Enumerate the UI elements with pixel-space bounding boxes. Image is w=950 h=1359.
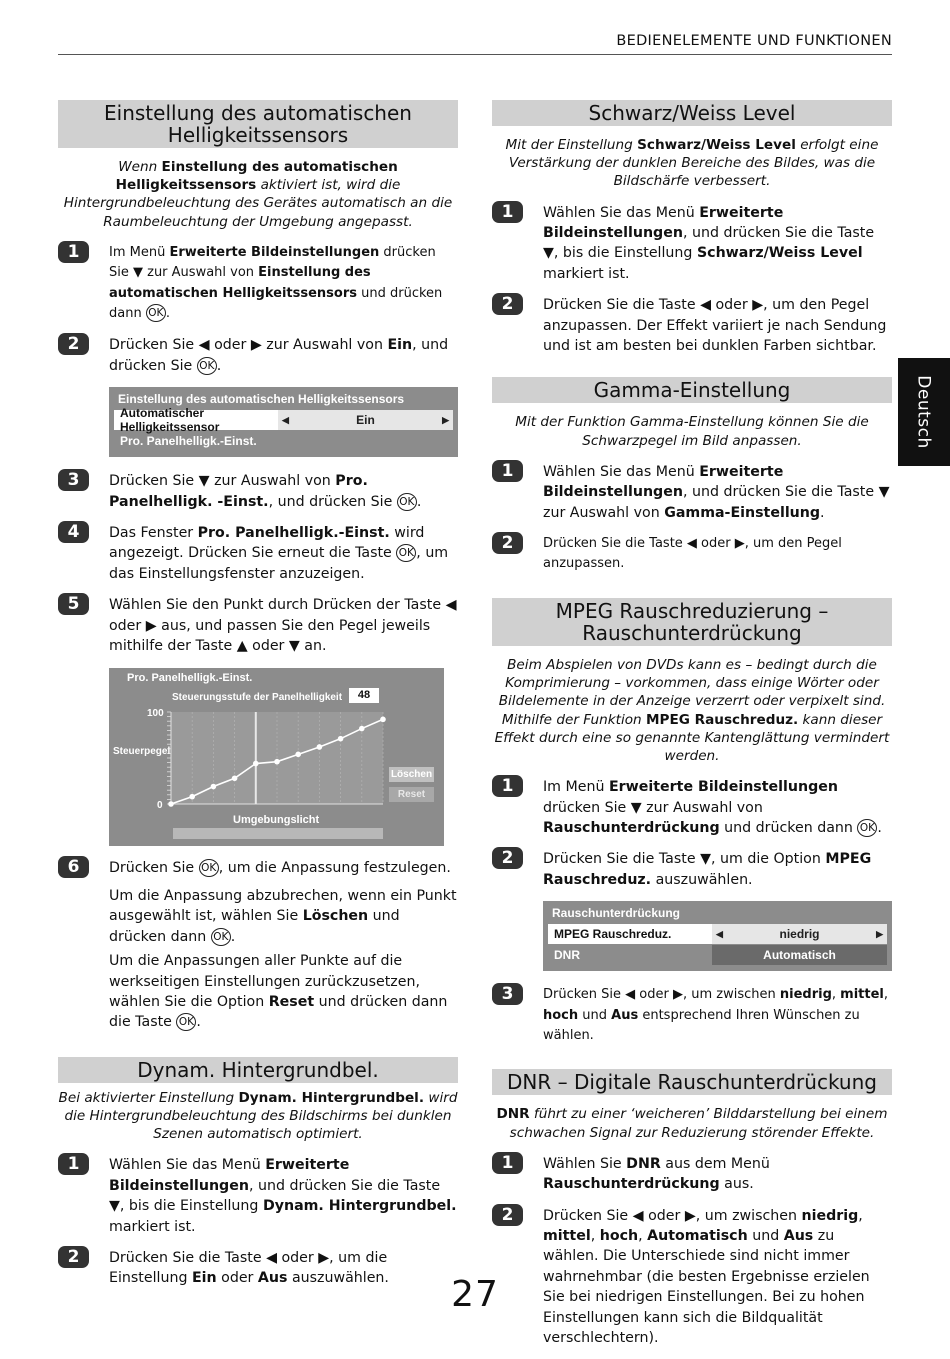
- menu-row-mpeg-noise[interactable]: [548, 924, 887, 944]
- curve-point: [317, 744, 323, 750]
- paragraph-cancel: Um die Anpassung abzubrechen, wenn ein Punkt ausgewählt ist, wählen Sie Löschen und drücken dann OK .: [109, 887, 457, 945]
- curve-point: [189, 793, 195, 799]
- curve-point: [380, 716, 386, 722]
- step-text: Das Fenster Pro. Panelhelligk.-Einst. wird angezeigt. Drücken Sie erneut die Taste OK , um das Einstellungsfenster anzuzeigen.: [109, 525, 449, 582]
- step-text: Wählen Sie das Menü Erweiterte Bildeinstellungen, und drücken Sie die Taste ▼, bis die Einstellung Dynam. Hintergrundbel. markiert ist.: [109, 1157, 457, 1235]
- step-number: 2: [492, 847, 523, 869]
- section-intro: Wenn Einstellung des automatischen Helligkeitssensors aktiviert ist, wird die Hintergrundbeleuchtung des Gerätes automatisch an die Raumbeleuchtung der Umgebung angepasst.: [63, 159, 453, 230]
- section-intro: Mit der Einstellung Schwarz/Weiss Level erfolgt eine Verstärkung der dunklen Bereiche des Bildes, was die Bildschärfe verbessert.: [505, 137, 879, 190]
- ok-button-icon: OK: [176, 1013, 196, 1031]
- step-4: [58, 523, 458, 584]
- step-number: 1: [492, 1152, 523, 1174]
- curve-point: [295, 751, 301, 757]
- section-title-dnr: DNR – Digitale Rauschunterdrückung: [492, 1069, 892, 1095]
- step-number: 1: [492, 775, 523, 797]
- section-intro: Mit der Funktion Gamma-Einstellung können Sie die Schwarzpegel im Bild anpassen.: [515, 414, 869, 449]
- step-number: 2: [492, 1204, 523, 1226]
- chart-subtitle: Steuerungsstufe der Panelhelligkeit: [172, 691, 343, 703]
- step-3: [492, 985, 892, 1046]
- step-text: Drücken Sie ◀ oder ▶, um zwischen niedrig, mittel, hoch, Automatisch und Aus zu wählen. Die Unterschiede sind nicht immer wahrnehmbar (die besten Ergebnisse erzielen Sie bei niedrigen Einstellungen. Bei zu hohen Einstellungen kann sich die Bildqualität verschlechtern).: [543, 1207, 870, 1347]
- step-text: Drücken Sie die Taste ◀ oder ▶, um den Pegel anzupassen.: [543, 536, 842, 572]
- ok-button-icon: OK: [211, 928, 231, 946]
- ok-button-icon: OK: [197, 357, 217, 375]
- step-text: Wählen Sie den Punkt durch Drücken der Taste ◀ oder ▶ aus, und passen Sie den Pegel jeweils mithilfe der Taste ▲ oder ▼ an.: [109, 597, 457, 655]
- curve-point: [232, 775, 238, 781]
- language-tab-label: Deutsch: [914, 375, 934, 449]
- menu-row-label: Pro. Panelhelligk.-Einst.: [120, 434, 257, 449]
- curve-point: [274, 758, 280, 764]
- page-header: BEDIENELEMENTE UND FUNKTIONEN: [616, 33, 892, 49]
- section-title-black-white-level: Schwarz/Weiss Level: [492, 100, 892, 126]
- step-text: Drücken Sie die Taste ▼, um die Option MPEG Rauschreduz. auszuwählen.: [543, 851, 872, 888]
- step-1: [492, 462, 892, 523]
- step-number: 6: [58, 856, 89, 878]
- step-text: Drücken Sie ▼ zur Auswahl von Pro. Panelhelligk. -Einst., und drücken Sie OK .: [109, 473, 422, 510]
- section-title-line: Einstellung des automatischen: [104, 101, 412, 125]
- menu-row-label: Automatischer Helligkeitssensor: [114, 410, 278, 430]
- section-intro: DNR führt zu einer ‘weicheren’ Bilddarstellung bei einem schwachen Signal zur Reduzierung störender Effekte.: [496, 1106, 888, 1141]
- step-2: [492, 534, 892, 575]
- step-3: [58, 471, 458, 512]
- step-text: Drücken Sie die Taste ◀ oder ▶, um die Einstellung Ein oder Aus auszuwählen.: [109, 1249, 389, 1287]
- step-number: 5: [58, 593, 89, 615]
- step-number: 4: [58, 521, 89, 543]
- curve-point: [253, 760, 259, 766]
- chart-scrollbar: [173, 828, 383, 839]
- ok-button-icon: OK: [857, 819, 877, 837]
- step-6: [58, 858, 458, 878]
- ok-button-icon: OK: [397, 493, 417, 511]
- step-1: [58, 243, 458, 325]
- paragraph-reset: Um die Anpassungen aller Punkte auf die werkseitigen Einstellungen zurückzusetzen, wählen Sie die Option Reset und drücken dann die Taste OK .: [109, 953, 448, 1031]
- arrow-left-icon: ◀: [282, 414, 289, 425]
- step-number: 2: [492, 293, 523, 315]
- curve-point: [338, 735, 344, 741]
- menu-row-value[interactable]: ◀ niedrig ▶: [712, 924, 887, 944]
- menu-title: Rauschunterdrückung: [552, 906, 681, 921]
- section-title-line: MPEG Rauschreduzierung –: [555, 598, 829, 623]
- menu-row-panel-brightness[interactable]: [114, 431, 453, 451]
- left-column: [58, 100, 458, 1300]
- step-text: Drücken Sie OK , um die Anpassung festzulegen.: [109, 859, 451, 876]
- ok-button-icon: OK: [396, 544, 416, 562]
- page-number: 27: [451, 1274, 499, 1315]
- section-intro: Bei aktivierter Einstellung Dynam. Hintergrundbel. wird die Hintergrundbeleuchtung des Bildschirms bei dunklen Szenen automatisch optimiert.: [58, 1089, 458, 1143]
- menu-title: Einstellung des automatischen Helligkeitssensors: [118, 392, 405, 407]
- panel-brightness-chart: [109, 668, 444, 846]
- chart-current-value: 48: [349, 688, 379, 703]
- step-1: [492, 1154, 892, 1195]
- section-title-dynamic-backlight: Dynam. Hintergrundbel.: [58, 1057, 458, 1083]
- menu-row-value[interactable]: ◀ Ein ▶: [278, 410, 453, 430]
- ok-button-icon: OK: [199, 859, 219, 877]
- section-title-gamma: Gamma-Einstellung: [492, 377, 892, 403]
- delete-button[interactable]: Löschen: [390, 768, 433, 780]
- arrow-right-icon: ▶: [876, 928, 883, 939]
- curve-point: [168, 801, 174, 807]
- step-text: Drücken Sie die Taste ◀ oder ▶, um den Pegel anzupassen. Der Effekt variiert je nach Sendung und ist am besten bei dunklen Farben sichtbar.: [543, 297, 887, 355]
- section-title-line: Rauschunterdrückung: [582, 620, 802, 645]
- step-2: [58, 335, 458, 376]
- menu-row-auto-sensor[interactable]: [114, 406, 453, 435]
- menu-row-label: MPEG Rauschreduz.: [548, 924, 712, 944]
- section-title-line: Helligkeitssensors: [167, 123, 349, 147]
- curve-point: [359, 725, 365, 731]
- step-1: [492, 777, 892, 838]
- curve-point: [211, 783, 217, 789]
- step-number: 1: [58, 241, 89, 263]
- step-text: Wählen Sie das Menü Erweiterte Bildeinstellungen, und drücken Sie die Taste ▼ zur Auswahl von Gamma-Einstellung.: [543, 463, 890, 521]
- step-text: Wählen Sie das Menü Erweiterte Bildeinstellungen, und drücken Sie die Taste ▼, bis die Einstellung Schwarz/Weiss Level markiert ist.: [543, 204, 875, 282]
- step-text: Im Menü Erweiterte Bildeinstellungen drücken Sie ▼ zur Auswahl von Einstellung des automatischen Helligkeitssensors und drücken dann OK .: [109, 244, 443, 322]
- menu-row-label: DNR: [554, 948, 580, 963]
- section-title-brightness-sensor: [58, 100, 458, 148]
- chart-xlabel: Umgebungslicht: [233, 813, 320, 826]
- arrow-right-icon: ▶: [442, 414, 449, 425]
- step-2: [492, 849, 892, 890]
- chart-ytick-100: 100: [147, 707, 164, 719]
- chart-ylabel: Steuerpegel: [113, 745, 171, 757]
- language-tab: [898, 358, 950, 466]
- ok-button-icon: OK: [146, 304, 166, 322]
- arrow-left-icon: ◀: [716, 928, 723, 939]
- step-number: 1: [492, 460, 523, 482]
- right-column: [492, 100, 892, 1359]
- menu-brightness-sensor: [109, 387, 458, 457]
- header-rule: [58, 54, 892, 55]
- chart-ytick-0: 0: [157, 799, 163, 811]
- step-1: [492, 203, 892, 285]
- step-text: Wählen Sie DNR aus dem Menü Rauschunterdrückung aus.: [543, 1155, 770, 1193]
- menu-noise-reduction: [543, 901, 892, 971]
- step-text: Im Menü Erweiterte Bildeinstellungen drücken Sie ▼ zur Auswahl von Rauschunterdrückung und drücken dann OK .: [543, 779, 882, 836]
- section-intro: Beim Abspielen von DVDs kann es – bedingt durch die Komprimierung – vorkommen, dass einige Wörter oder Bildelemente in der Anzeige verzerrt oder verpixelt sind. Mithilfe der Funktion MPEG Rauschreduz. kann dieser Effekt durch eine so genannte Kantenglättung vermindert werden.: [494, 656, 890, 764]
- step-number: 3: [492, 983, 523, 1005]
- step-1: [58, 1155, 458, 1237]
- menu-row-value[interactable]: Automatisch: [712, 945, 887, 965]
- step-text: Drücken Sie ◀ oder ▶, um zwischen niedrig, mittel, hoch und Aus entsprechend Ihren Wünschen zu wählen.: [543, 987, 889, 1043]
- chart-title: Pro. Panelhelligk.-Einst.: [127, 671, 253, 684]
- step-number: 1: [492, 201, 523, 223]
- reset-button[interactable]: Reset: [389, 787, 434, 802]
- step-number: 2: [58, 333, 89, 355]
- menu-row-dnr[interactable]: [548, 945, 887, 965]
- section-title-mpeg-noise: [492, 598, 892, 646]
- step-number: 2: [492, 532, 523, 554]
- step-5: [58, 595, 458, 656]
- step-text: Drücken Sie ◀ oder ▶ zur Auswahl von Ein, und drücken Sie OK .: [109, 337, 449, 374]
- step-2: [492, 295, 892, 356]
- step-number: 2: [58, 1246, 89, 1268]
- step-number: 1: [58, 1153, 89, 1175]
- step-number: 3: [58, 469, 89, 491]
